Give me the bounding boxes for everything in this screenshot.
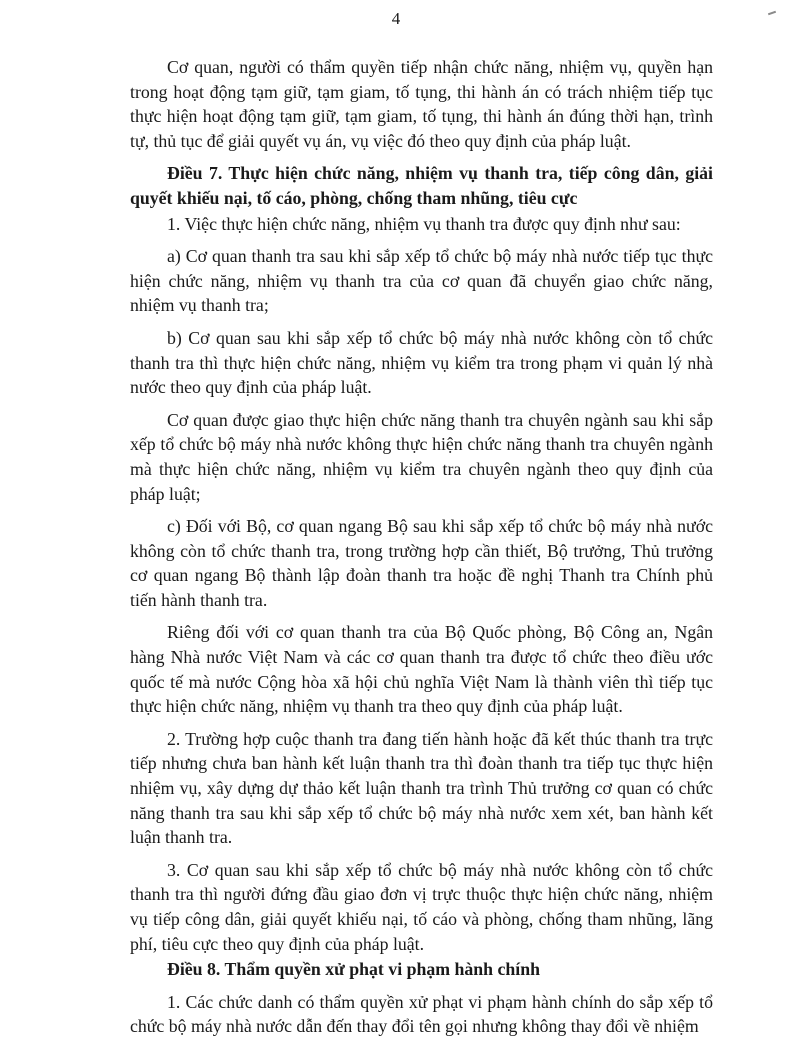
paragraph-clause-3: 3. Cơ quan sau khi sắp xếp tổ chức bộ máy nhà nước không còn tổ chức thanh tra thì người đứng đầu giao đơn vị trực thuộc thực hiện chức năng, nhiệm vụ tiếp công dân, giải quyết khiếu nại, tố cáo và phòng, chống tham nhũng, lãng phí, tiêu cực theo quy định của pháp luật. [130, 859, 713, 954]
paragraph-custody-handover: Cơ quan, người có thẩm quyền tiếp nhận chức năng, nhiệm vụ, quyền hạn trong hoạt động tạm giữ, tạm giam, tố tụng, thi hành án có trách nhiệm tiếp tục thực hiện hoạt động tạm giữ, tạm giam, tố tụng, thi hành án đúng thời hạn, trình tự, thủ tục để giải quyết vụ án, vụ việc đó theo quy định của pháp luật. [130, 57, 713, 151]
document-body [130, 55, 713, 1047]
paragraph-clause-1c: c) Đối với Bộ, cơ quan ngang Bộ sau khi sắp xếp tổ chức bộ máy nhà nước không còn tổ chức thanh tra, trong trường hợp cần thiết, Bộ trưởng, Thủ trưởng cơ quan ngang Bộ thành lập đoàn thanh tra hoặc đề nghị Thanh tra Chính phủ tiến hành thanh tra. [130, 516, 713, 610]
paragraph-exceptions: Riêng đối với cơ quan thanh tra của Bộ Quốc phòng, Bộ Công an, Ngân hàng Nhà nước Việt Nam và các cơ quan thanh tra được tổ chức theo điều ước quốc tế mà nước Cộng hòa xã hội chủ nghĩa Việt Nam là thành viên thì tiếp tục thực hiện chức năng, nhiệm vụ thanh tra theo quy định của pháp luật. [130, 622, 713, 717]
paragraph-clause-1b: b) Cơ quan sau khi sắp xếp tổ chức bộ máy nhà nước không còn tổ chức thanh tra thì thực hiện chức năng, nhiệm vụ kiểm tra trong phạm vi quản lý nhà nước theo quy định của pháp luật. [130, 327, 713, 398]
paragraph-specialized-inspection: Cơ quan được giao thực hiện chức năng thanh tra chuyên ngành sau khi sắp xếp tổ chức bộ máy nhà nước không thực hiện chức năng thanh tra chuyên ngành mà thực hiện chức năng, nhiệm vụ kiểm tra chuyên ngành theo quy định của pháp luật; [130, 409, 713, 504]
paragraph-clause-2: 2. Trường hợp cuộc thanh tra đang tiến hành hoặc đã kết thúc thanh tra trực tiếp nhưng chưa ban hành kết luận thanh tra thì đoàn thanh tra tiếp tục thực hiện nhiệm vụ, xây dựng dự thảo kết luận thanh tra trình Thủ trưởng cơ quan có chức năng thanh tra sau khi sắp xếp tổ chức bộ máy nhà nước xem xét, ban hành kết luận thanh tra. [130, 728, 713, 848]
article-7-heading: Điều 7. Thực hiện chức năng, nhiệm vụ thanh tra, tiếp công dân, giải quyết khiếu nại, tố cáo, phòng, chống tham nhũng, tiêu cực [130, 163, 713, 208]
paragraph-clause-1: 1. Việc thực hiện chức năng, nhiệm vụ thanh tra được quy định như sau: [167, 213, 681, 234]
page-number: 4 [391, 9, 401, 28]
paragraph-article-8-clause-1: 1. Các chức danh có thẩm quyền xử phạt vi phạm hành chính do sắp xếp tổ chức bộ máy nhà nước dẫn đến thay đổi tên gọi nhưng không thay đổi về nhiệm [130, 991, 713, 1037]
paragraph-clause-1a: a) Cơ quan thanh tra sau khi sắp xếp tổ chức bộ máy nhà nước tiếp tục thực hiện chức năng, nhiệm vụ thanh tra của cơ quan đã chuyển giao chức năng, nhiệm vụ thanh tra; [130, 246, 713, 316]
article-8-heading: Điều 8. Thẩm quyền xử phạt vi phạm hành chính [167, 959, 541, 980]
